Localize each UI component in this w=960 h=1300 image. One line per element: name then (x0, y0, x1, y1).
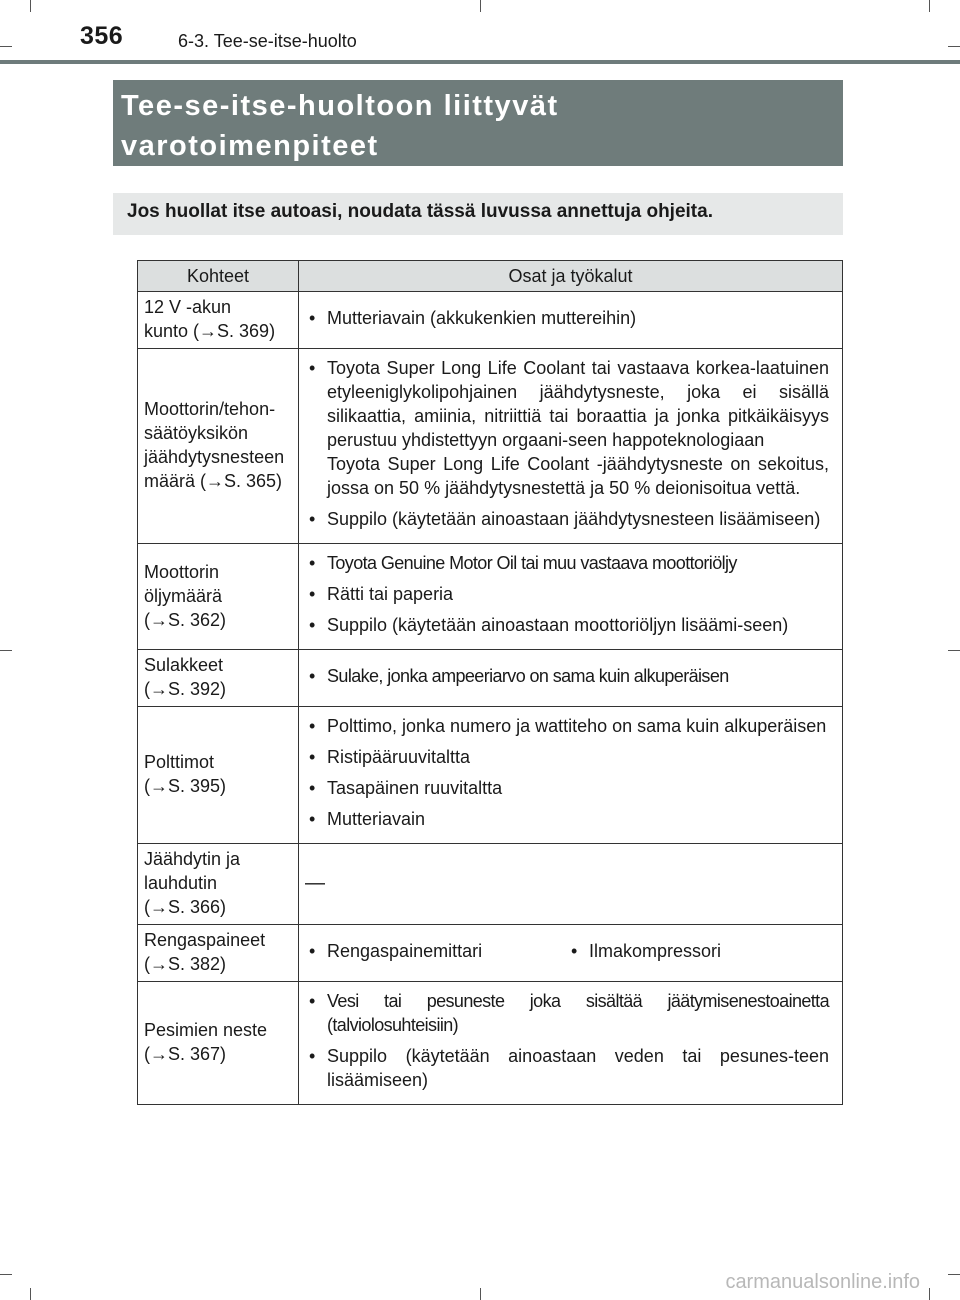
crop-mark (948, 46, 960, 47)
crop-mark (30, 1288, 31, 1300)
tool-item: • Polttimo, jonka numero ja wattiteho on sama kuin alkuperäisen (305, 714, 829, 738)
item-cell (138, 292, 299, 349)
tools-cell (299, 292, 843, 349)
section-label: 6-3. Tee-se-itse-huolto (178, 31, 357, 51)
tool-item: • Suppilo (käytetään ainoastaan jäähdytysnesteen lisäämiseen) (305, 507, 829, 531)
crop-mark (929, 0, 930, 12)
tool-item: • Ristipääruuvitaltta (305, 745, 829, 769)
item-line: (→S. 367) (144, 1044, 227, 1064)
tool-item: • Tasapäinen ruuvitaltta (305, 776, 829, 800)
item-line: kunto (→S. 369) (144, 321, 276, 341)
page-title (113, 80, 843, 166)
item-cell (138, 349, 299, 544)
header-rule (0, 60, 960, 64)
item-cell (138, 844, 299, 925)
crop-mark (0, 650, 12, 651)
page-title-line-1: Tee-se-itse-huoltoon liittyvät (121, 90, 559, 122)
item-line: lauhdutin (144, 873, 218, 893)
crop-mark (929, 1288, 930, 1300)
item-line: 12 V -akun (144, 297, 232, 317)
item-line: (→S. 392) (144, 679, 227, 699)
tool-item: • Suppilo (käytetään ainoastaan veden tai pesunes-teen lisäämiseen) (305, 1044, 829, 1092)
tools-cell (299, 544, 843, 650)
table-row (138, 349, 843, 544)
crop-mark (948, 650, 960, 651)
tool-item: • Mutteriavain (akkukenkien muttereihin) (305, 306, 829, 330)
tool-item: • Vesi tai pesuneste joka sisältää jäätymisenestoainetta (talviolosuhteisiin) (305, 989, 829, 1037)
header-tools: Osat ja työkalut (299, 261, 843, 292)
tools-cell (299, 982, 843, 1105)
table-row (138, 650, 843, 707)
table-row (138, 844, 843, 925)
crop-mark (480, 0, 481, 12)
item-cell (138, 982, 299, 1105)
item-cell (138, 707, 299, 844)
item-line: Moottorin/tehon- (144, 399, 276, 419)
crop-mark (0, 1274, 12, 1275)
item-cell (138, 544, 299, 650)
tools-cell-empty: — (299, 844, 843, 925)
crop-mark (30, 0, 31, 12)
tools-cell (299, 650, 843, 707)
item-line: (→S. 382) (144, 954, 227, 974)
watermark: carmanualsonline.info (725, 1271, 920, 1293)
item-line: öljymäärä (144, 585, 223, 606)
page-number: 356 (80, 22, 124, 50)
tool-item: • Rätti tai paperia (305, 582, 829, 606)
tool-item: • Toyota Genuine Motor Oil tai muu vastaava moottoriöljy (305, 551, 829, 575)
item-cell (138, 925, 299, 982)
item-line: säätöyksikön (144, 423, 249, 443)
item-line: Polttimot (144, 752, 215, 772)
tool-item: • Mutteriavain (305, 807, 829, 831)
item-line: Pesimien neste (144, 1020, 268, 1040)
tool-item: • Rengaspainemittari (305, 939, 567, 963)
tools-cell (299, 707, 843, 844)
item-line: Moottorin (144, 561, 220, 582)
item-line: jäähdytysnesteen (144, 447, 285, 467)
table-header-row (138, 261, 843, 292)
tools-cell (299, 925, 843, 982)
tool-item: • Suppilo (käytetään ainoastaan moottoriöljyn lisäämi-seen) (305, 613, 829, 637)
table-row (138, 707, 843, 844)
item-line: (→S. 395) (144, 776, 227, 796)
crop-mark (948, 1274, 960, 1275)
tool-item: • Ilmakompressori (567, 939, 829, 963)
parts-tools-table (137, 260, 843, 1105)
item-line: Sulakkeet (144, 655, 224, 675)
item-line: (→S. 366) (144, 897, 227, 917)
item-line: määrä (→S. 365) (144, 471, 283, 491)
tool-item (305, 356, 829, 500)
crop-mark (480, 1288, 481, 1300)
item-line: (→S. 362) (144, 609, 227, 630)
tool-item: • Sulake, jonka ampeeriarvo on sama kuin alkuperäisen (305, 664, 829, 688)
item-line: Jäähdytin ja (144, 849, 241, 869)
table-row (138, 925, 843, 982)
crop-mark (0, 46, 12, 47)
table-row (138, 292, 843, 349)
tool-note: Toyota Super Long Life Coolant -jäähdytysneste on sekoitus, jossa on 50 % jäähdytysnestettä ja 50 % deionisoitua vettä. (327, 454, 829, 498)
table-row (138, 982, 843, 1105)
item-cell (138, 650, 299, 707)
item-line: Rengaspaineet (144, 930, 266, 950)
table-row (138, 544, 843, 650)
page-title-line-2: varotoimenpiteet (121, 130, 379, 162)
tools-cell (299, 349, 843, 544)
header-items: Kohteet (138, 261, 299, 292)
lead-text: Jos huollat itse autoasi, noudata tässä luvussa annettuja ohjeita. (113, 193, 843, 235)
tool-text: • Toyota Super Long Life Coolant tai vastaava korkea-laatuinen etyleeniglykolipohjainen jäähdytysneste, joka ei sisällä silikaattia, amiinia, nitriittiä tai boraattia ja jonka pitkäikäisyys perustuu yhdistettyyn orgaani-seen happoteknologiaan (327, 358, 829, 450)
